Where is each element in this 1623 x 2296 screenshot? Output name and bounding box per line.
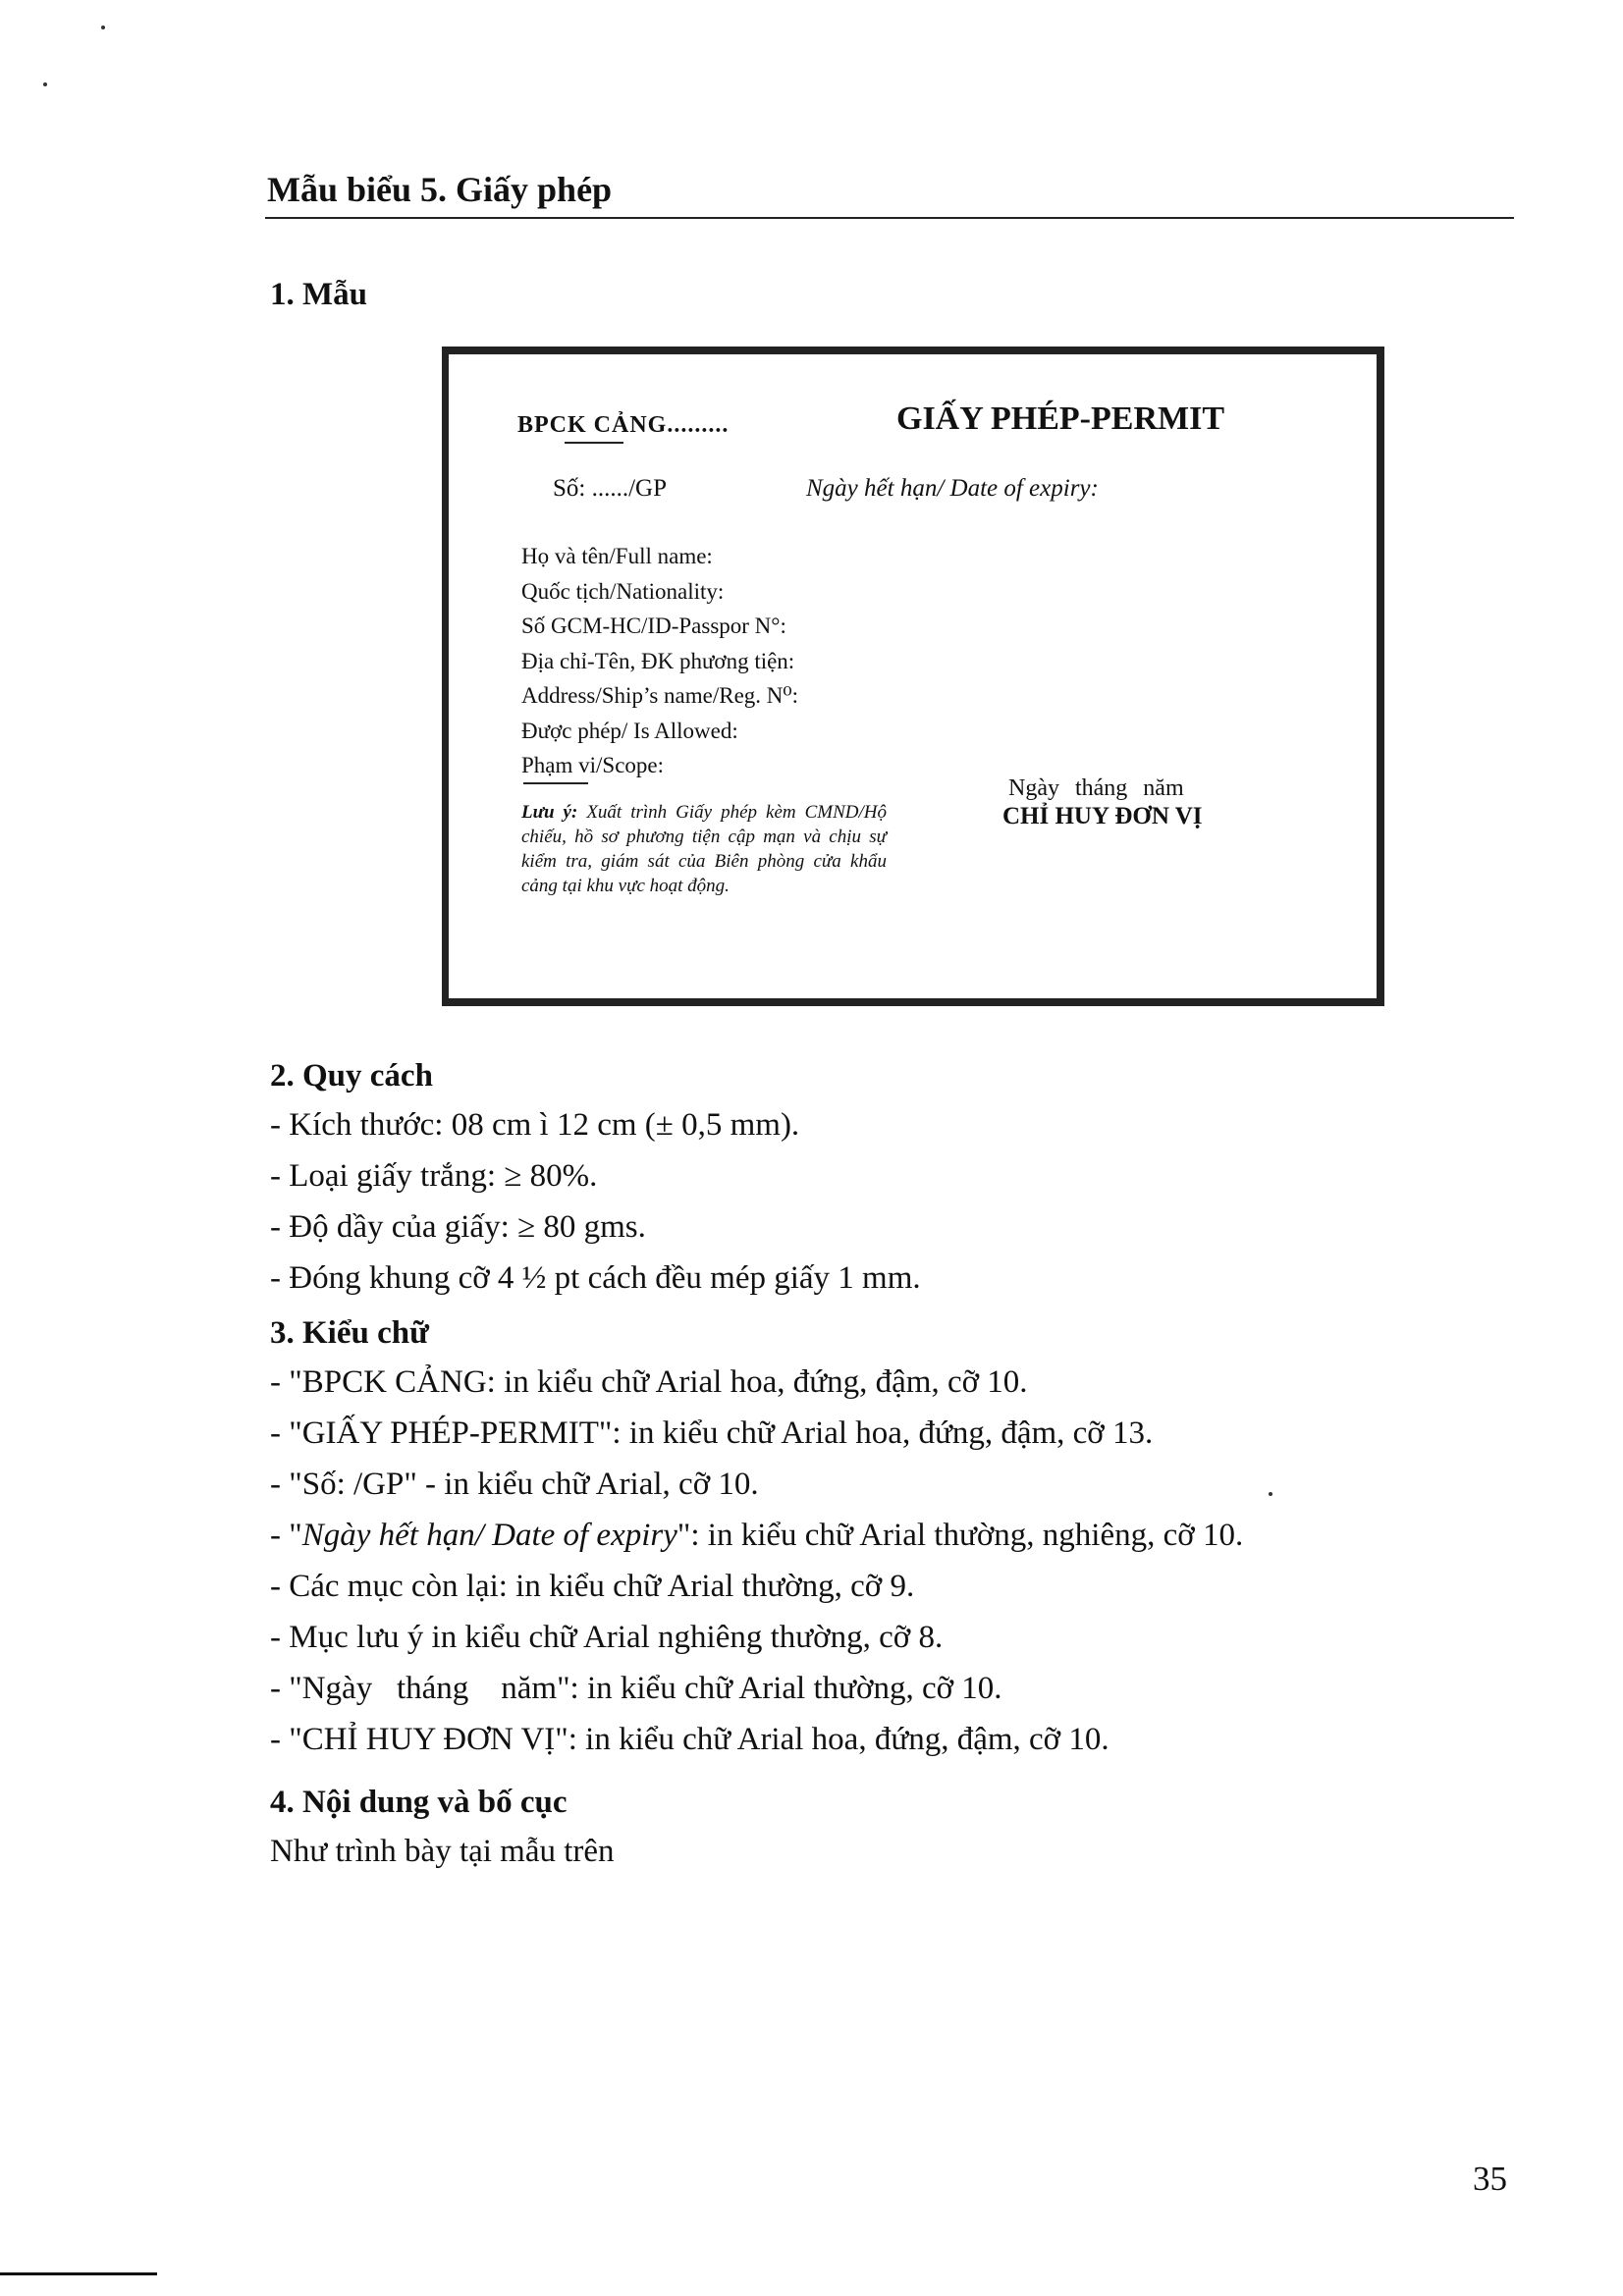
spec-item: - Kích thước: 08 cm ì 12 cm (± 0,5 mm).: [270, 1107, 800, 1143]
permit-field: Họ và tên/Full name:: [521, 544, 713, 568]
permit-field: Số GCM-HC/ID-Passpor N°:: [521, 614, 786, 638]
permit-fields: [521, 539, 798, 783]
permit-office: BPCK CẢNG.........: [517, 412, 730, 438]
scan-speck: [43, 82, 47, 86]
section-sample-heading: 1. Mẫu: [270, 277, 367, 312]
fonts-item-expiry: [270, 1518, 1243, 1554]
scan-speck: [1269, 1492, 1272, 1496]
permit-field: Được phép/ Is Allowed:: [521, 718, 738, 743]
permit-title: GIẤY PHÉP-PERMIT: [896, 400, 1225, 437]
permit-field: Địa chỉ-Tên, ĐK phương tiện:: [521, 648, 795, 673]
note-separator: [523, 782, 588, 784]
permit-inner-frame: [448, 352, 1379, 1000]
fonts-heading: 3. Kiểu chữ: [270, 1315, 429, 1351]
title-underline: [265, 217, 1514, 219]
permit-field: Phạm vi/Scope:: [521, 753, 665, 777]
permit-expiry: Ngày hết hạn/ Date of expiry:: [806, 475, 1099, 502]
page-number: 35: [1473, 2160, 1507, 2198]
permit-note: [521, 800, 887, 898]
fonts-item: - Các mục còn lại: in kiểu chữ Arial thường, cỡ 9.: [270, 1569, 915, 1604]
fonts-item: - Mục lưu ý in kiểu chữ Arial nghiêng thường, cỡ 8.: [270, 1620, 944, 1655]
expiry-prefix: - ": [270, 1518, 302, 1553]
permit-sample-frame: [442, 347, 1384, 1006]
spec-item: - Loại giấy trắng: ≥ 80%.: [270, 1158, 598, 1194]
spec-item: - Độ dầy của giấy: ≥ 80 gms.: [270, 1209, 646, 1245]
permit-commander: CHỈ HUY ĐƠN VỊ: [1002, 803, 1203, 829]
fonts-item: - "Số: /GP" - in kiểu chữ Arial, cỡ 10.: [270, 1467, 759, 1502]
expiry-suffix: ": in kiểu chữ Arial thường, nghiêng, cỡ 10.: [676, 1518, 1244, 1553]
permit-field: Address/Ship’s name/Reg. N⁰:: [521, 683, 799, 708]
permit-field: Quốc tịch/Nationality:: [521, 578, 725, 604]
permit-number: Số: ....../GP: [553, 475, 668, 502]
page-title: Mẫu biểu 5. Giấy phép: [267, 170, 613, 209]
expiry-italic-label: Ngày hết hạn/ Date of expiry: [301, 1518, 677, 1553]
permit-office-underline: [565, 442, 623, 444]
content-text: Như trình bày tại mẫu trên: [270, 1834, 615, 1869]
fonts-item: - "CHỈ HUY ĐƠN VỊ": in kiểu chữ Arial hoa, đứng, đậm, cỡ 10.: [270, 1722, 1109, 1757]
scan-speck: [101, 26, 105, 29]
spec-heading: 2. Quy cách: [270, 1058, 433, 1094]
footer-rule: [0, 2272, 157, 2275]
content-heading: 4. Nội dung và bố cục: [270, 1785, 568, 1820]
note-label: Lưu ý:: [521, 802, 578, 823]
spec-item: - Đóng khung cỡ 4 ½ pt cách đều mép giấy 1 mm.: [270, 1260, 921, 1296]
fonts-item: - "Ngày tháng năm": in kiểu chữ Arial thường, cỡ 10.: [270, 1671, 1002, 1706]
fonts-item: - "GIẤY PHÉP-PERMIT": in kiểu chữ Arial hoa, đứng, đậm, cỡ 13.: [270, 1415, 1154, 1451]
permit-date-line: Ngày tháng năm: [1008, 775, 1184, 801]
fonts-item: - "BPCK CẢNG: in kiểu chữ Arial hoa, đứng, đậm, cỡ 10.: [270, 1364, 1028, 1400]
note-text: Xuất trình Giấy phép kèm CMND/Hộ chiếu, hồ sơ phương tiện cập mạn và chịu sự kiểm tra, giám sát của Biên phòng cửa khẩu cảng tại khu vực hoạt động.: [521, 802, 888, 896]
